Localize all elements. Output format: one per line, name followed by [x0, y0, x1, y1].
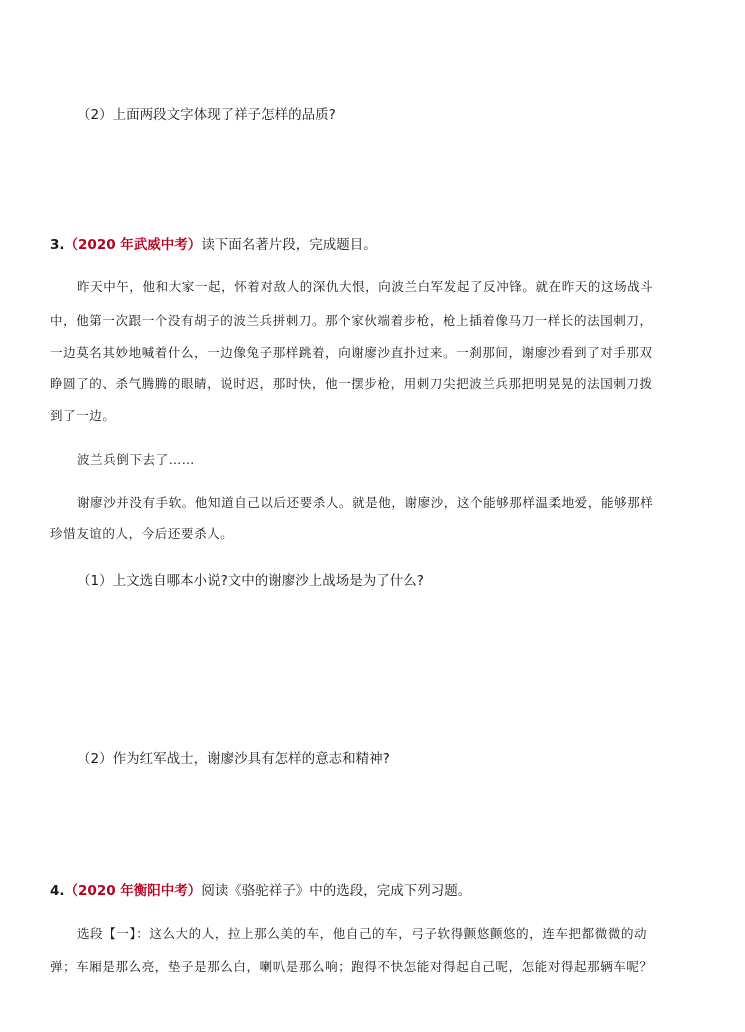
passage-line: 到了一边。 [50, 408, 116, 423]
question-number: 4. [50, 883, 65, 899]
prev-question-2: （2）上面两段文字体现了祥子怎样的品质? [77, 107, 336, 123]
passage-line: 选段【一】：这么大的人，拉上那么美的车，他自己的车，弓子软得颤悠颤悠的，连车把都微微的动 [77, 926, 648, 941]
question-3-sub-1: （1）上文选自哪本小说?文中的谢廖沙上战场是为了什么? [77, 573, 424, 589]
passage-line: 一边莫名其妙地喊着什么，一边像兔子那样跳着，向谢廖沙直扑过来。一刹那间，谢廖沙看到了对手那双 [50, 345, 653, 360]
question-number: 3. [50, 237, 65, 253]
passage-line: 波兰兵倒下去了…… [77, 452, 195, 467]
passage-line: 睁圆了的、杀气腾腾的眼睛，说时迟，那时快，他一摆步枪，用刺刀尖把波兰兵那把明晃晃的法国刺刀拨 [50, 376, 653, 391]
question-3-sub-2: （2）作为红军战士，谢廖沙具有怎样的意志和精神? [77, 751, 390, 767]
exam-source-tag: （2020 年衡阳中考） [64, 883, 202, 899]
question-3-heading [50, 233, 377, 253]
question-instruction: 读下面名著片段，完成题目。 [201, 237, 377, 253]
question-4-heading [50, 879, 471, 899]
passage-line: 谢廖沙并没有手软。他知道自己以后还要杀人。就是他，谢廖沙，这个能够那样温柔地爱，能够那样 [77, 495, 654, 510]
passage-line: 弹；车厢是那么亮，垫子是那么白，喇叭是那么响；跑得不快怎能对得起自己呢，怎能对得起那辆车呢？ [50, 959, 653, 974]
question-instruction: 阅读《骆驼祥子》中的选段，完成下列习题。 [201, 883, 472, 899]
passage-line: 中，他第一次跟一个没有胡子的波兰兵拼刺刀。那个家伙端着步枪，枪上插着像马刀一样长的法国刺刀， [50, 313, 653, 328]
passage-line: 昨天中午，他和大家一起，怀着对敌人的深仇大恨，向波兰白军发起了反冲锋。就在昨天的这场战斗 [77, 279, 654, 294]
exam-source-tag: （2020 年武威中考） [64, 237, 202, 253]
passage-line: 珍惜友谊的人，今后还要杀人。 [50, 526, 234, 541]
